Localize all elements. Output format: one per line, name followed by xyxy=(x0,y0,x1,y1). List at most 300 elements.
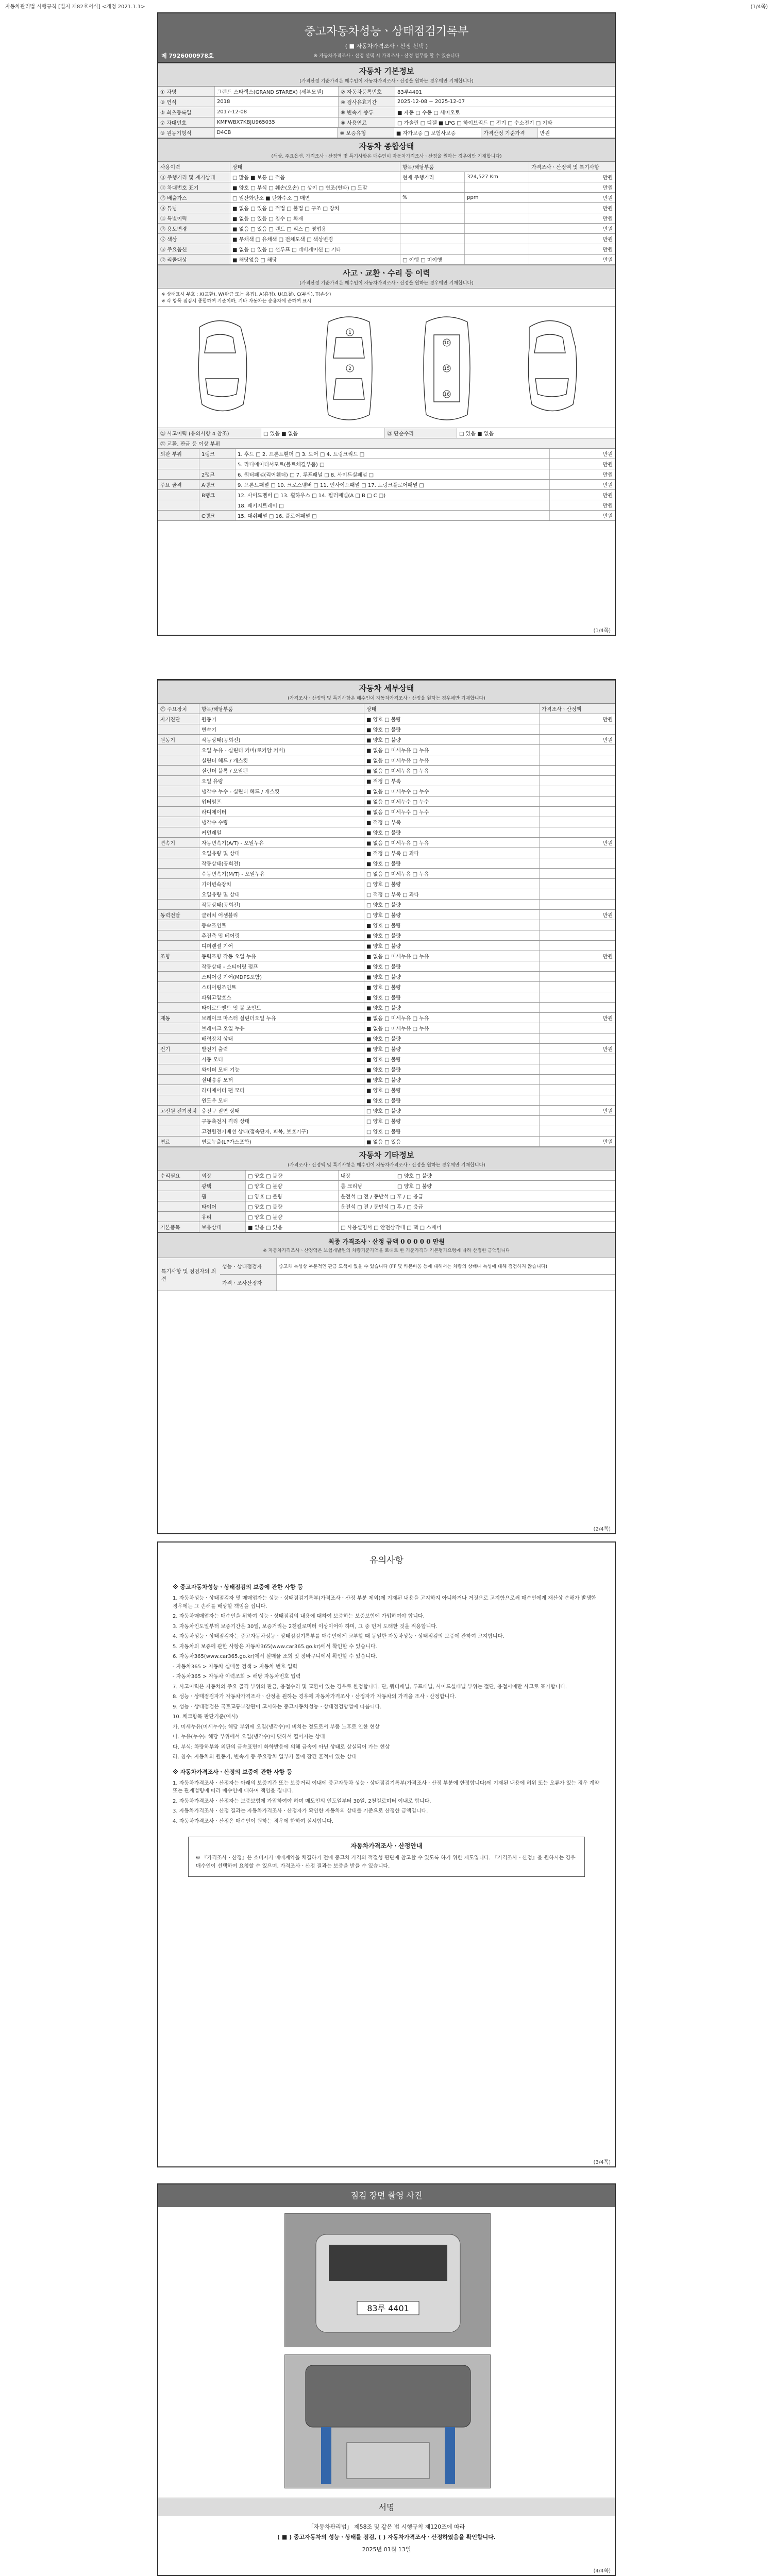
part-status: ■ 적정 □ 부족 xyxy=(364,817,540,827)
detail-price xyxy=(540,858,615,868)
status-value: 만원 xyxy=(602,196,613,201)
other-info-cell: 보유상태 xyxy=(199,1222,246,1232)
other-info-cell: □ 양호 □ 불량 xyxy=(246,1191,339,1201)
photo-section-title: 점검 장면 촬영 사진 xyxy=(158,2184,615,2207)
other-info-row xyxy=(158,1181,615,1191)
inspected-part: 고전원전기배선 상태(접속단자, 피복, 보호기구) xyxy=(199,1126,364,1136)
device-group xyxy=(158,766,199,775)
detail-price xyxy=(540,766,615,775)
other-info-cell xyxy=(158,1212,199,1222)
note-paragraph: 9. 성능ㆍ상태점검은 국토교통부장관이 고시하는 중고자동차성능ㆍ상태점검방법에 따릅니다. xyxy=(173,1704,382,1710)
notes-list-2 xyxy=(173,1780,600,1826)
device-group xyxy=(158,858,199,868)
svg-text:15: 15 xyxy=(444,366,450,371)
overall-status-row xyxy=(158,172,615,182)
inspected-part: 작동상태(공회전) xyxy=(199,858,364,868)
svg-text:10: 10 xyxy=(444,341,450,346)
other-info-cell xyxy=(339,1212,615,1222)
part-status: ■ 양호 □ 불량 xyxy=(364,1095,540,1105)
field-value: 만원 xyxy=(540,131,550,137)
other-info-cell: 휠 xyxy=(199,1191,246,1201)
section-overall-status xyxy=(158,138,615,162)
other-info-cell xyxy=(158,1191,199,1201)
inspected-part: 라디에이터 팬 모터 xyxy=(199,1085,364,1095)
status-label: ⑱ 주요옵션 xyxy=(158,244,230,254)
status-value: 만원 xyxy=(602,247,613,253)
detail-row xyxy=(158,1013,615,1023)
part-rank xyxy=(158,469,199,479)
status-value: 만원 xyxy=(602,175,613,181)
inspected-part: 디퍼렌셜 기어 xyxy=(199,941,364,951)
detail-price: 만원 xyxy=(602,954,613,960)
device-group xyxy=(158,1126,199,1136)
detail-price xyxy=(540,930,615,940)
column-header: 상태 xyxy=(364,704,540,714)
device-group xyxy=(158,930,199,940)
car-diagram-area xyxy=(158,307,615,428)
inspected-part: 충전구 절연 상태 xyxy=(199,1106,364,1115)
section-title: 자동차 세부상태 xyxy=(359,684,414,693)
accident-part-row xyxy=(158,469,615,480)
note-paragraph: 1. 자동차성능ㆍ상태점검자 및 매매업자는 성능ㆍ상태점검기록부(가격조사ㆍ산정 부분 제외)에 기재된 내용을 고지하지 아니하거나 거짓으로 고지함으로써 매수인에게 재산상 손해가 발생한 경우에는 그 손해를 배상할 책임을 집니다. xyxy=(173,1596,596,1609)
part-status: ■ 양호 □ 불량 xyxy=(364,982,540,992)
inspected-part: 타이로드엔드 및 볼 조인트 xyxy=(199,1003,364,1012)
other-info-cell: 유리 xyxy=(199,1212,246,1222)
detail-price xyxy=(540,724,615,734)
accident-legend xyxy=(158,289,615,307)
note-paragraph: 10. 체크항목 판단기준(예시) xyxy=(173,1714,238,1720)
status-value: 만원 xyxy=(602,227,613,232)
inspected-part: 연료누출(LP가스포함) xyxy=(199,1137,364,1146)
inspected-part: 냉각수 수량 xyxy=(199,817,364,827)
status-value: 만원 xyxy=(602,216,613,222)
detail-price xyxy=(540,879,615,889)
page-4 xyxy=(157,2183,616,2576)
part-status: ■ 없음 □ 미세누수 □ 누수 xyxy=(364,786,540,796)
detail-row xyxy=(158,1116,615,1126)
other-info-cell: 광택 xyxy=(199,1181,246,1191)
detail-row xyxy=(158,735,615,745)
inspected-part: 발전기 출력 xyxy=(199,1044,364,1054)
inspected-part: 워터펌프 xyxy=(199,796,364,806)
detail-row xyxy=(158,920,615,930)
status-value xyxy=(400,244,465,254)
inspected-part: 추진축 및 베어링 xyxy=(199,930,364,940)
status-label: ⑰ 색상 xyxy=(158,234,230,244)
notes-list-1 xyxy=(173,1595,600,1761)
overall-status-row xyxy=(158,182,615,193)
detail-price xyxy=(540,1085,615,1095)
detail-price: 만원 xyxy=(602,1109,613,1114)
signature-statement-1: 「자동차관리법」 제58조 및 같은 법 시행규칙 제120조에 따라 xyxy=(308,2523,465,2530)
device-group xyxy=(158,879,199,889)
status-value xyxy=(465,182,529,192)
note-paragraph: 4. 자동차성능ㆍ상태점검자는 중고자동차성능ㆍ상태점검기록부를 매수인에게 교부할 때 동일한 자동차성능ㆍ상태점검의 보증에 관하여 고지합니다. xyxy=(173,1634,505,1640)
inspected-part: 시동 모터 xyxy=(199,1054,364,1064)
inspected-part: 라디에이터 xyxy=(199,807,364,817)
note-paragraph: 7. 사고이력은 자동차의 주요 골격 부위의 판금, 용접수리 및 교환이 있는 경우로 한정합니다. 단, 쿼터패널, 루프패널, 사이드실패널 부위는 절단, 용접시에만 사고로 표기합니다. xyxy=(173,1684,567,1690)
detail-row xyxy=(158,982,615,992)
detail-row xyxy=(158,766,615,776)
note-paragraph: 가. 미세누유(미세누수): 해당 부위에 오일(냉각수)이 비치는 정도로서 부품 노후로 인한 현상 xyxy=(173,1724,380,1730)
page-2 xyxy=(157,679,616,1534)
part-status: ■ 없음 □ 미세누수 □ 누수 xyxy=(364,807,540,817)
detail-row xyxy=(158,961,615,972)
status-value: ■ 없음 □ 있음 □ 선루프 □ 네비게이션 □ 기타 xyxy=(230,244,400,254)
device-group xyxy=(158,1054,199,1064)
section-note: (가격조사ㆍ산정액 및 특기사항은 매수인이 자동차가격조사ㆍ산정을 원하는 경우에만 기재합니다) xyxy=(288,696,485,701)
detail-row xyxy=(158,724,615,735)
part-status: ■ 양호 □ 불량 xyxy=(364,858,540,868)
page-number: (1/4쪽) xyxy=(593,628,611,634)
accident-price: 만원 xyxy=(602,472,613,478)
device-group xyxy=(158,796,199,806)
other-info-cell: 운전석 □ 전 / 동반석 □ 후 / □ 응급 xyxy=(341,1194,424,1200)
inspected-part: 오일유량 및 상태 xyxy=(199,848,364,858)
detail-price xyxy=(540,1095,615,1105)
detail-price: 만원 xyxy=(602,1016,613,1022)
device-group xyxy=(158,848,199,858)
basic-info-row xyxy=(158,107,615,117)
inspected-part: 오일 유량 xyxy=(199,776,364,786)
field-label: ⑧ 사용연료 xyxy=(339,117,395,127)
accident-price: 만원 xyxy=(602,503,613,509)
device-group xyxy=(158,1116,199,1126)
note-paragraph: 다. 부식: 차량하부와 외판의 금속표면이 화학반응에 의해 금속이 아닌 상태로 상실되어 가는 현상 xyxy=(173,1744,390,1750)
document-code: 제 7926000978호 xyxy=(161,53,214,59)
detail-header xyxy=(158,704,615,714)
note-paragraph: 3. 자동차가격조사ㆍ산정 결과는 자동차가격조사ㆍ산정자가 확인한 자동차의 상태를 기준으로 산정한 금액입니다. xyxy=(173,1808,428,1815)
field-value: KMFWBX7KBJU965035 xyxy=(215,117,339,127)
field-label: ④ 검사유효기간 xyxy=(339,97,395,107)
accident-part-row xyxy=(158,490,615,500)
field-value: ■ 자가보증 □ 보험사보증 xyxy=(394,128,481,138)
status-value: ■ 무채색 □ 유채색 □ 전체도색 □ 색상변경 xyxy=(230,234,400,244)
part-list: 5. 라디에이터서포트(볼트체결부품) □ xyxy=(236,459,550,469)
detail-price xyxy=(540,869,615,878)
document-subtitle: ( ■ 자동차가격조사ㆍ산정 선택 ) xyxy=(345,43,428,49)
detail-price xyxy=(540,992,615,1002)
status-value: % xyxy=(400,193,465,202)
inspected-part: 동력조향 작동 오일 누유 xyxy=(199,951,364,961)
field-label: ⑩ 보증유형 xyxy=(338,128,394,138)
status-value: 만원 xyxy=(602,237,613,243)
detail-price: 만원 xyxy=(602,717,613,723)
detail-row xyxy=(158,1044,615,1054)
note-paragraph: - 자동차365 > 자동차 이력조회 > 해당 자동차번호 입력 xyxy=(173,1674,301,1680)
part-status: ■ 양호 □ 불량 xyxy=(364,920,540,930)
inspected-part: 작동상태 - 스티어링 펌프 xyxy=(199,961,364,971)
part-status: ■ 양호 □ 불량 xyxy=(364,827,540,837)
other-info-row xyxy=(158,1212,615,1222)
inspected-part: 작동상태(공회전) xyxy=(199,735,364,744)
section-title: 자동차 기본정보 xyxy=(359,66,414,76)
accident-price: 만원 xyxy=(602,483,613,488)
detail-row xyxy=(158,796,615,807)
part-list: 9. 프론트패널 □ 10. 크로스멤버 □ 11. 인사이드패널 □ 17. 트렁크플로어패널 □ xyxy=(236,480,550,489)
detail-row xyxy=(158,1054,615,1064)
part-status: ■ 없음 □ 미세누유 □ 누유 xyxy=(364,951,540,961)
detail-row xyxy=(158,1033,615,1044)
section-title: 자동차 종합상태 xyxy=(359,142,414,151)
vehicle-front-photo xyxy=(285,2214,490,2347)
detail-row xyxy=(158,1003,615,1013)
other-info-cell: 룸 크리닝 xyxy=(339,1181,395,1191)
status-value: □ 일산화탄소 ■ 탄화수소 □ 매연 xyxy=(230,193,400,202)
page-number: (4/4쪽) xyxy=(593,2568,611,2574)
other-info-cell: □ 양호 □ 불량 xyxy=(397,1174,432,1179)
note-paragraph: 나. 누유(누수): 해당 부위에서 오일(냉각수)이 맺혀서 떨어지는 상태 xyxy=(173,1734,325,1740)
detail-price xyxy=(540,786,615,796)
column-header: 항목/해당부품 xyxy=(199,704,364,714)
status-label: ⑭ 튜닝 xyxy=(158,203,230,213)
page-counter: (1/4쪽) xyxy=(750,4,768,10)
device-group xyxy=(158,724,199,734)
status-value xyxy=(400,234,465,244)
part-status: □ 양호 □ 불량 xyxy=(364,1116,540,1126)
final-price-section xyxy=(158,1232,615,1258)
note-paragraph: 5. 자동차의 보증에 관한 사항은 자동차365(www.car365.go.kr)에서 확인할 수 있습니다. xyxy=(173,1643,377,1650)
detail-price xyxy=(540,961,615,971)
other-info-row xyxy=(158,1201,615,1212)
detail-row xyxy=(158,1064,615,1075)
top-bar xyxy=(0,0,773,11)
guide-box-title: 자동차가격조사ㆍ산정안내 xyxy=(350,1842,423,1850)
accident-price: 만원 xyxy=(602,514,613,519)
legend-text: ※ 각 항목 점검시 종합하여 기준이하, 기타 자동차는 승용차에 준하여 표시 xyxy=(161,299,312,304)
accident-part-row xyxy=(158,511,615,521)
detail-row xyxy=(158,951,615,961)
device-group: 변속기 xyxy=(158,838,199,848)
inspector-label: 성능ㆍ상태점검자 xyxy=(220,1258,277,1274)
detail-row xyxy=(158,817,615,827)
other-info-cell: □ 양호 □ 불량 xyxy=(397,1184,432,1190)
car-diagram xyxy=(158,307,615,428)
detail-price xyxy=(540,776,615,786)
status-value: ■ 없음 □ 있음 □ 침수 □ 화재 xyxy=(230,213,400,223)
column-header: 항목/해당부품 xyxy=(400,162,529,172)
section-note: (가격산정 기준가격은 매수인이 자동차가격조사ㆍ산정을 원하는 경우에만 기재합니다) xyxy=(299,79,474,84)
status-value: ppm xyxy=(465,193,529,202)
basic-info-row xyxy=(158,128,615,138)
signature-date: 2025년 01월 13일 xyxy=(362,2546,411,2553)
section-basic-info xyxy=(158,63,615,87)
simple-repair-value: □ 있음 ■ 없음 xyxy=(459,431,494,437)
field-value: □ 가솔린 □ 디젤 ■ LPG □ 하이브리드 □ 전기 □ 수소전기 □ 기타 xyxy=(397,121,552,126)
other-info-cell: □ 양호 □ 불량 xyxy=(246,1212,339,1222)
part-status: ■ 양호 □ 불량 xyxy=(364,1044,540,1054)
detail-price xyxy=(540,1023,615,1033)
inspected-part: 클러치 어셈블리 xyxy=(199,910,364,920)
final-price-title: 최종 가격조사ㆍ산정 금액 xyxy=(328,1238,398,1245)
field-label: 가격산정 기준가격 xyxy=(481,128,538,138)
device-group xyxy=(158,972,199,981)
inspector-opinion: 중고차 특성상 부분적인 판금 도색이 있을 수 있습니다 (FF 및 카본바움 등에 대해서는 차량의 상태나 특성에 대해 점검하지 않습니다) xyxy=(279,1264,547,1269)
part-rank: C랭크 xyxy=(199,511,236,520)
part-status: ■ 양호 □ 불량 xyxy=(364,1003,540,1012)
document-notice: ※ 자동차가격조사ㆍ산정 선택 시 가격조사ㆍ산정 업무를 할 수 있습니다 xyxy=(313,54,460,59)
special-notes xyxy=(158,1258,615,1291)
detail-row xyxy=(158,992,615,1003)
license-plate: 83루 4401 xyxy=(367,2303,409,2313)
detail-price xyxy=(540,807,615,817)
accident-part-row xyxy=(158,500,615,511)
detail-row xyxy=(158,910,615,920)
overall-status-row xyxy=(158,234,615,244)
detail-row xyxy=(158,1137,615,1147)
status-label: ⑮ 특별이력 xyxy=(158,213,230,223)
part-rank: 1랭크 xyxy=(199,449,236,459)
status-value xyxy=(465,213,529,223)
status-value xyxy=(465,244,529,254)
part-status: ■ 없음 □ 미세누유 □ 누유 xyxy=(364,755,540,765)
detail-row xyxy=(158,858,615,869)
signature-statement-2: ( ■ ) 중고자동차의 성능ㆍ상태를 점검, ( ) 자동차가격조사ㆍ산정하였음을 확인합니다. xyxy=(277,2534,496,2540)
device-group: 동력전달 xyxy=(158,910,199,920)
document-header xyxy=(158,13,615,63)
status-value: ■ 없음 □ 있음 □ 렌트 □ 리스 □ 영업용 xyxy=(230,224,400,233)
detail-price: 만원 xyxy=(602,738,613,743)
detail-row xyxy=(158,900,615,910)
status-value: ■ 없음 □ 있음 □ 적법 □ 불법 □ 구조 □ 장치 xyxy=(230,203,400,213)
overall-status-header xyxy=(158,162,615,172)
detail-price: 만원 xyxy=(602,841,613,846)
overall-status-row xyxy=(158,224,615,234)
detail-price: 만원 xyxy=(602,1047,613,1053)
part-status: □ 양호 □ 불량 xyxy=(364,910,540,920)
accident-question-row xyxy=(158,428,615,438)
part-rank: B랭크 xyxy=(199,490,236,500)
part-status: □ 적정 □ 부족 □ 과다 xyxy=(364,889,540,899)
field-value: 2018 xyxy=(215,97,339,107)
final-price-value: 0 0 0 0 0 만원 xyxy=(400,1238,445,1245)
appraiser-opinion xyxy=(277,1275,615,1291)
device-group xyxy=(158,755,199,765)
field-label: ⑥ 변속기 종류 xyxy=(339,107,395,117)
other-info-cell: 수리필요 xyxy=(158,1171,199,1180)
part-rank: 주요 골격 xyxy=(158,480,199,489)
status-value xyxy=(465,203,529,213)
detail-price xyxy=(540,972,615,981)
inspected-part: 기어변속장치 xyxy=(199,879,364,889)
detail-price xyxy=(540,745,615,755)
part-status: ■ 양호 □ 불량 xyxy=(364,735,540,744)
device-group: 제동 xyxy=(158,1013,199,1023)
page-3 xyxy=(157,1541,616,2167)
other-info-row xyxy=(158,1191,615,1201)
detail-row xyxy=(158,1085,615,1095)
inspected-part: 윈도우 모터 xyxy=(199,1095,364,1105)
other-info-table xyxy=(158,1171,615,1232)
detail-price xyxy=(540,920,615,930)
overall-status-row xyxy=(158,193,615,203)
notes-content xyxy=(158,1543,615,1882)
inspected-part: 브레이크 마스터 실린더오일 누유 xyxy=(199,1013,364,1023)
svg-text:1: 1 xyxy=(348,330,351,335)
section-note: (가격산정 기준가격은 매수인이 자동차가격조사ㆍ산정을 원하는 경우에만 기재합니다) xyxy=(299,281,474,286)
detail-price xyxy=(540,900,615,909)
form-reference: 자동차관리법 시행규칙 [별지 제82호서식] <개정 2021.1.1> xyxy=(5,4,145,10)
part-rank: 2랭크 xyxy=(199,469,236,479)
part-status: □ 없음 □ 미세누유 □ 누유 xyxy=(364,869,540,878)
svg-text:16: 16 xyxy=(444,392,450,397)
other-info-row xyxy=(158,1222,615,1232)
inspected-part: 파워고압호스 xyxy=(199,992,364,1002)
section-label: ㉒ 교환, 판금 등 이상 부위 xyxy=(160,442,221,447)
status-label: ⑯ 용도변경 xyxy=(158,224,230,233)
device-group: 자기진단 xyxy=(158,714,199,724)
status-label: ⑪ 주행거리 및 계기상태 xyxy=(158,172,230,182)
inspection-photo-lift xyxy=(284,2354,491,2488)
inspected-part: 와이퍼 모터 기능 xyxy=(199,1064,364,1074)
accident-part-row xyxy=(158,459,615,469)
status-value xyxy=(400,224,465,233)
detail-row xyxy=(158,838,615,848)
basic-info-row xyxy=(158,117,615,128)
status-value: 만원 xyxy=(602,185,613,191)
note-paragraph: - 자동차365 > 자동차 실매물 검색 > 자동차 번호 입력 xyxy=(173,1664,297,1670)
detail-price xyxy=(540,817,615,827)
status-value xyxy=(465,234,529,244)
accident-part-header xyxy=(158,438,615,449)
inspected-part: 수동변속기(M/T) - 오일누유 xyxy=(199,869,364,878)
device-group xyxy=(158,1033,199,1043)
detail-price xyxy=(540,941,615,951)
page-1 xyxy=(157,12,616,636)
field-label: ① 차명 xyxy=(158,87,215,96)
appraisal-guide-box xyxy=(188,1837,585,1877)
other-info-cell: 기본품목 xyxy=(158,1222,199,1232)
part-rank: A랭크 xyxy=(199,480,236,489)
overall-status-row xyxy=(158,255,615,265)
field-label: ⑨ 원동기형식 xyxy=(158,128,215,138)
device-group xyxy=(158,1064,199,1074)
section-title: 자동차 기타정보 xyxy=(359,1150,414,1160)
other-info-cell: 내장 xyxy=(339,1171,395,1180)
detail-row xyxy=(158,1126,615,1137)
detail-row xyxy=(158,889,615,900)
other-info-cell xyxy=(158,1201,199,1211)
accident-price: 만원 xyxy=(602,452,613,457)
part-status: ■ 양호 □ 불량 xyxy=(364,714,540,724)
part-list: 6. 쿼터패널(리어휀더) □ 7. 루프패널 □ 8. 사이드실패널 □ xyxy=(236,469,550,479)
inspected-part: 작동상태(공회전) xyxy=(199,900,364,909)
section-title: 사고ㆍ교환ㆍ수리 등 이력 xyxy=(343,268,430,278)
device-group xyxy=(158,889,199,899)
detail-price xyxy=(540,1126,615,1136)
detail-row xyxy=(158,1106,615,1116)
note-paragraph: 1. 자동차가격조사ㆍ산정자는 아래의 보증기간 또는 보증거리 이내에 중고자동차 성능ㆍ상태점검기록부(가격조사ㆍ산정 부분에 한정합니다)에 기재된 내용에 허위 또는 오류가 있는 경우 계약 또는 관계법령에 따라 매수인에 대하여 책임을 집니다. xyxy=(173,1780,600,1794)
part-status: ■ 양호 □ 불량 xyxy=(364,941,540,951)
device-group xyxy=(158,827,199,837)
field-value: 83루4401 xyxy=(397,90,422,95)
detail-row xyxy=(158,869,615,879)
accident-part-row xyxy=(158,449,615,459)
field-value: ■ 자동 □ 수동 □ 세미오토 xyxy=(397,110,460,116)
column-header: 가격조사ㆍ산정액 xyxy=(542,707,582,713)
detail-row xyxy=(158,879,615,889)
notes-subtitle-2: ※ 자동차가격조사ㆍ산정의 보증에 관한 사항 등 xyxy=(173,1768,292,1775)
part-status: ■ 양호 □ 불량 xyxy=(364,724,540,734)
detail-row xyxy=(158,786,615,796)
status-value xyxy=(465,224,529,233)
detail-price xyxy=(540,889,615,899)
device-group xyxy=(158,992,199,1002)
status-value: 324,527 Km xyxy=(465,172,529,182)
status-value: 만원 xyxy=(602,206,613,212)
column-header: ㉓ 주요장치 xyxy=(158,704,199,714)
device-group: 원동기 xyxy=(158,735,199,744)
